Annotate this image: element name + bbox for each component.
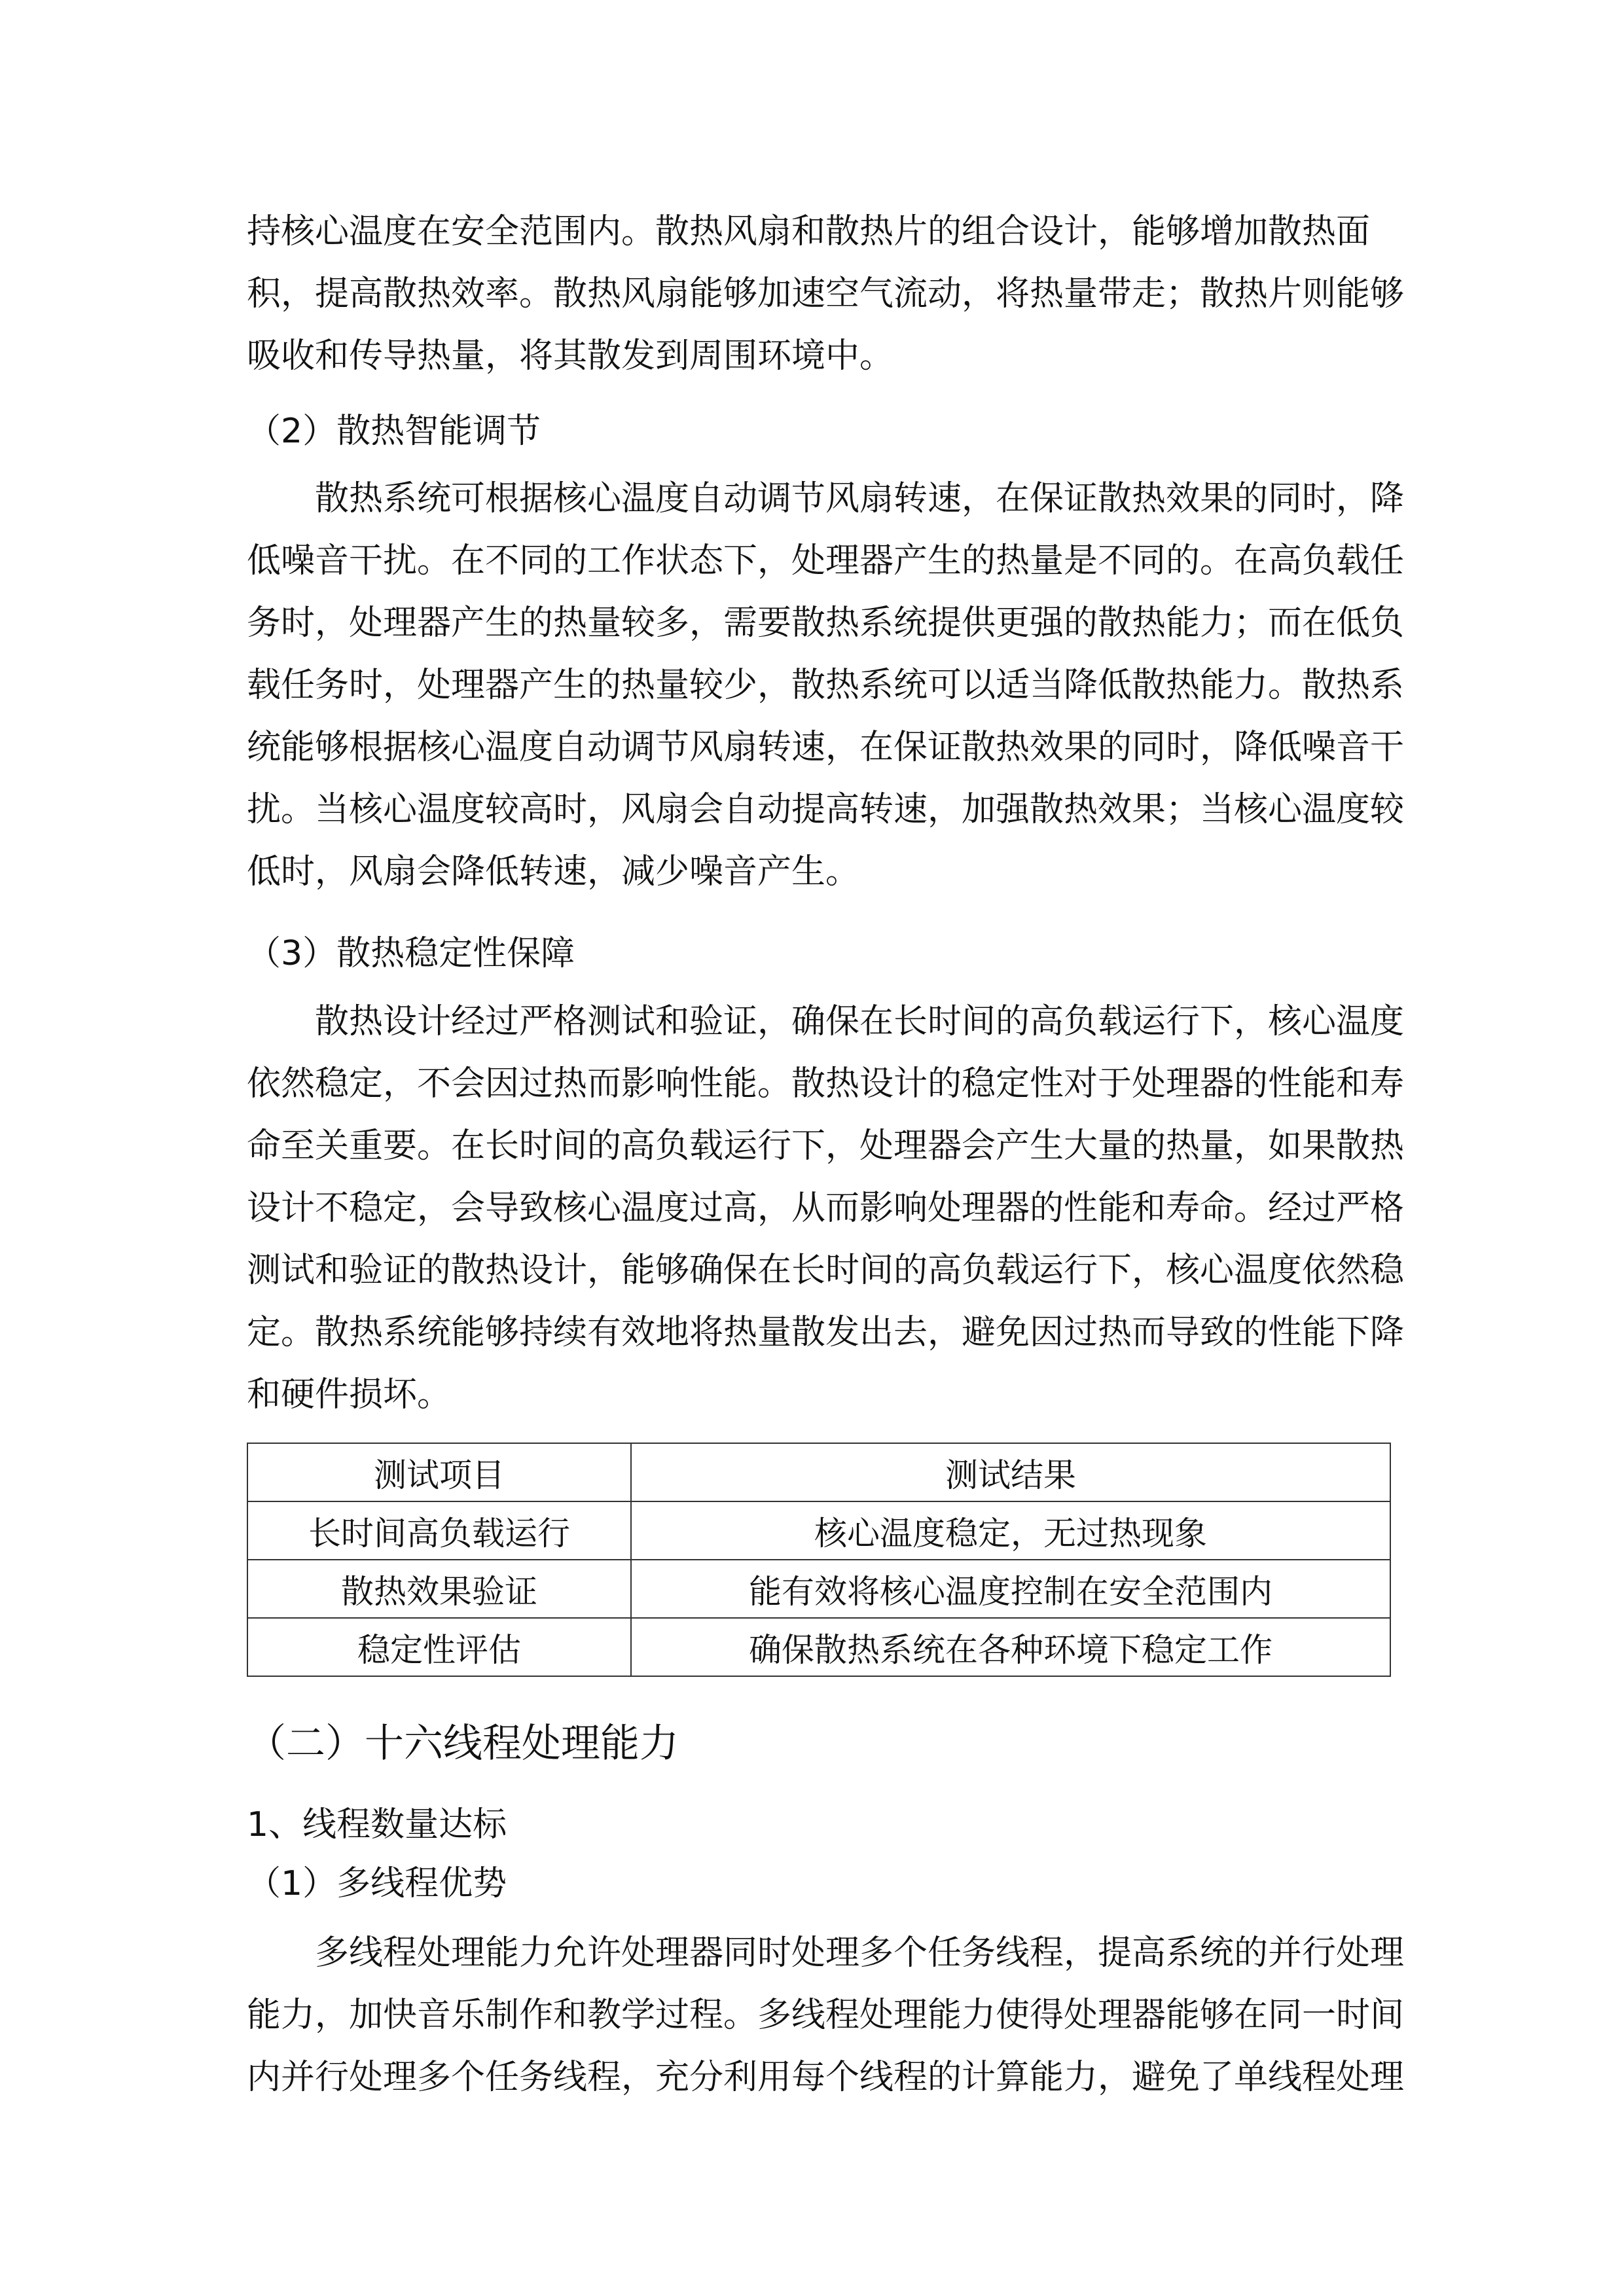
table-row (247, 1501, 1390, 1560)
text-line: 命至关重要。在长时间的高负载运行下，处理器会产生大量的热量，如果散热 (247, 1126, 1405, 1166)
paragraph-smart-cooling (247, 468, 1405, 903)
text-line: 依然稳定，不会因过热而影响性能。散热设计的稳定性对于处理器的性能和寿 (247, 1064, 1405, 1103)
table-cell: 能有效将核心温度控制在安全范围内 (631, 1560, 1390, 1618)
table-cell: 散热效果验证 (247, 1560, 631, 1618)
text-line: 持核心温度在安全范围内。散热风扇和散热片的组合设计，能够增加散热面 (247, 212, 1371, 251)
text-line: 务时，处理器产生的热量较多，需要散热系统提供更强的散热能力；而在低负 (247, 603, 1405, 643)
table-cell: 长时间高负载运行 (247, 1501, 631, 1560)
paragraph-cooling-design (247, 201, 1405, 387)
table-row (247, 1618, 1390, 1676)
table-cell: 核心温度稳定，无过热现象 (631, 1501, 1390, 1560)
heading-smart-cooling: （2）散热智能调节 (247, 412, 541, 451)
subsection-heading: 1、线程数量达标 (247, 1805, 507, 1844)
text-line: 扰。当核心温度较高时，风扇会自动提高转速，加强散热效果；当核心温度较 (247, 790, 1405, 829)
text-line: 内并行处理多个任务线程，充分利用每个线程的计算能力，避免了单线程处理 (247, 2058, 1405, 2097)
text-line: 设计不稳定，会导致核心温度过高，从而影响处理器的性能和寿命。经过严格 (247, 1189, 1405, 1228)
table-cell: 确保散热系统在各种环境下稳定工作 (631, 1618, 1390, 1676)
table-row (247, 1560, 1390, 1618)
text-line: 积，提高散热效率。散热风扇能够加速空气流动，将热量带走；散热片则能够 (247, 274, 1405, 314)
heading-multithread: （1）多线程优势 (247, 1864, 507, 1903)
paragraph-stability (247, 991, 1405, 1426)
text-line: 统能够根据核心温度自动调节风扇转速，在保证散热效果的同时，降低噪音干 (247, 728, 1405, 767)
section-heading: （二）十六线程处理能力 (247, 1721, 679, 1767)
text-line: 散热设计经过严格测试和验证，确保在长时间的高负载运行下，核心温度 (315, 1002, 1405, 1041)
column-header: 测试项目 (247, 1443, 631, 1501)
text-line: 测试和验证的散热设计，能够确保在长时间的高负载运行下，核心温度依然稳 (247, 1251, 1405, 1290)
text-line: 低噪音干扰。在不同的工作状态下，处理器产生的热量是不同的。在高负载任 (247, 541, 1405, 581)
text-line: 和硬件损坏。 (247, 1375, 452, 1414)
text-line: 多线程处理能力允许处理器同时处理多个任务线程，提高系统的并行处理 (315, 1933, 1405, 1973)
text-line: 能力，加快音乐制作和教学过程。多线程处理能力使得处理器能够在同一时间 (247, 1996, 1405, 2035)
column-header: 测试结果 (631, 1443, 1390, 1501)
text-line: 低时，风扇会降低转速，减少噪音产生。 (247, 852, 860, 891)
heading-stability: （3）散热稳定性保障 (247, 934, 575, 973)
text-line: 散热系统可根据核心温度自动调节风扇转速，在保证散热效果的同时，降 (315, 479, 1405, 518)
text-line: 吸收和传导热量，将其散发到周围环境中。 (247, 336, 894, 376)
paragraph-multithread (247, 1922, 1405, 2109)
table-header-row (247, 1443, 1390, 1501)
text-line: 定。散热系统能够持续有效地将热量散发出去，避免因过热而导致的性能下降 (247, 1313, 1405, 1352)
table-cell: 稳定性评估 (247, 1618, 631, 1676)
test-results-table (247, 1443, 1391, 1677)
text-line: 载任务时，处理器产生的热量较少，散热系统可以适当降低散热能力。散热系 (247, 666, 1405, 705)
